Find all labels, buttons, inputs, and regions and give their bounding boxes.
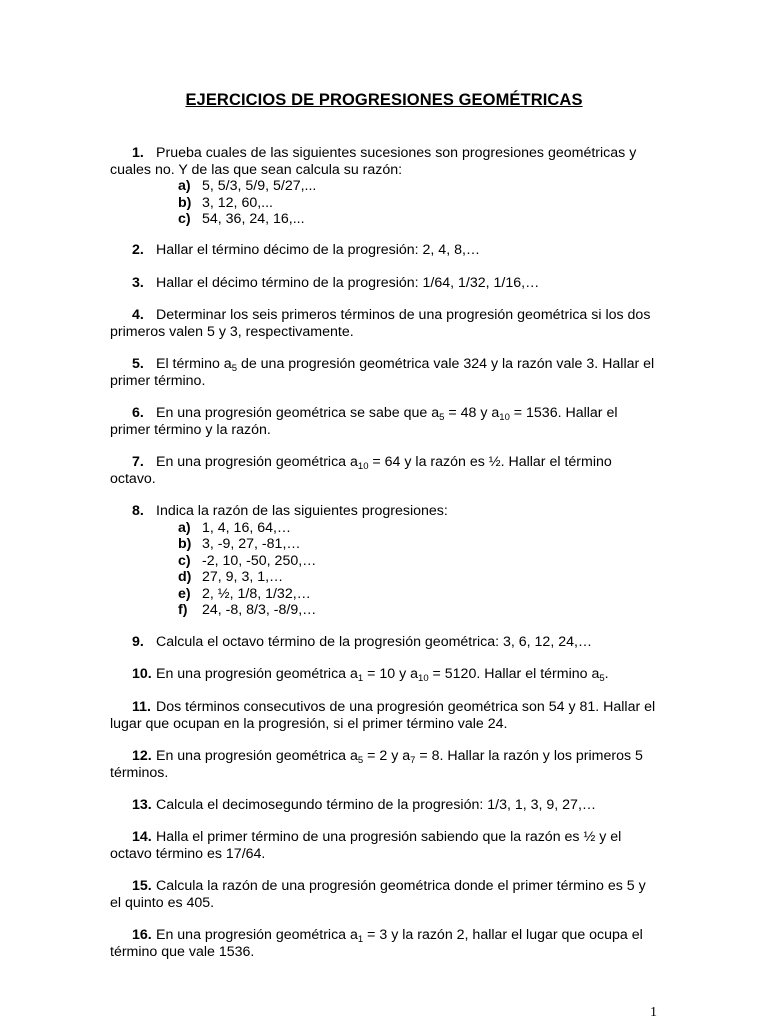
- subscript: 10: [357, 461, 369, 472]
- exercise-1: [110, 145, 670, 228]
- list-item: [110, 178, 670, 195]
- item-text: 3, -9, 27, -81,…: [202, 536, 301, 552]
- item-label: f): [178, 602, 188, 618]
- list-item: [110, 195, 670, 212]
- exercise-text: En una progresión geométrica a: [156, 666, 358, 682]
- exercise-text: primeros valen 5 y 3, respectivamente.: [110, 323, 354, 340]
- exercise-12: [110, 748, 670, 781]
- item-label: a): [178, 519, 191, 536]
- exercise-text: = 64 y la razón es ½. Hallar el término: [368, 454, 612, 470]
- exercise-16: [110, 927, 670, 960]
- exercise-text: En una progresión geométrica a: [156, 748, 358, 764]
- subscript: 10: [499, 412, 510, 423]
- list-item: [110, 520, 670, 537]
- exercise-text: En una progresión geométrica a: [156, 454, 358, 470]
- item-label: c): [178, 552, 191, 569]
- list-item: [110, 569, 670, 586]
- exercise-text: término que vale 1536.: [110, 943, 255, 960]
- exercise-number: 6.: [132, 405, 144, 421]
- page-title: EJERCICIOS DE PROGRESIONES GEOMÉTRICAS: [185, 91, 583, 109]
- exercise-text: términos.: [110, 764, 169, 781]
- exercise-text: Prueba cuales de las siguientes sucesiones son progresiones geométricas y: [156, 145, 637, 161]
- exercise-text: = 1536. Hallar el: [509, 405, 618, 421]
- item-text: 54, 36, 24, 16,...: [202, 211, 305, 227]
- exercise-5: [110, 356, 670, 389]
- exercise-text: = 10 y a: [363, 666, 419, 682]
- exercise-10: [110, 666, 670, 683]
- exercise-6: [110, 405, 670, 438]
- exercise-text: el quinto es 405.: [110, 894, 215, 911]
- list-item: [110, 211, 670, 228]
- exercise-8: [110, 503, 670, 619]
- exercise-15: [110, 878, 670, 911]
- item-text: 3, 12, 60,...: [202, 194, 273, 211]
- exercise-13: [110, 797, 670, 814]
- list-item: [110, 536, 670, 553]
- list-item: [110, 553, 670, 570]
- exercise-11: [110, 699, 670, 732]
- exercise-number: 10.: [132, 666, 152, 682]
- exercise-text: = 8. Hallar la razón y los primeros 5: [415, 748, 643, 764]
- subscript: 1: [357, 673, 364, 684]
- subscript: 7: [410, 755, 416, 766]
- item-text: 1, 4, 16, 64,…: [202, 519, 292, 536]
- exercise-text: octavo término es 17/64.: [110, 845, 266, 862]
- item-text: 27, 9, 3, 1,…: [202, 569, 284, 585]
- exercise-text: .: [604, 666, 609, 682]
- exercise-3: [110, 275, 670, 292]
- exercise-text: El término a: [156, 356, 232, 372]
- subscript: 10: [418, 673, 429, 684]
- exercise-text: = 48 y a: [444, 405, 500, 421]
- exercise-2: [110, 242, 670, 259]
- item-label: c): [178, 211, 191, 227]
- exercise-text: Calcula la razón de una progresión geométrica donde el primer término es 5 y: [156, 878, 646, 894]
- item-text: -2, 10, -50, 250,…: [202, 552, 317, 569]
- exercise-text: primer término y la razón.: [110, 421, 271, 438]
- list-item: [110, 602, 670, 619]
- exercise-text: Indica la razón de las siguientes progresiones:: [156, 503, 448, 519]
- exercise-number: 8.: [132, 503, 144, 519]
- exercise-text: Calcula el octavo término de la progresión geométrica: 3, 6, 12, 24,…: [156, 634, 593, 650]
- exercise-number: 7.: [132, 454, 144, 470]
- exercise-number: 1.: [132, 145, 144, 161]
- exercise-number: 4.: [132, 307, 144, 323]
- exercise-14: [110, 829, 670, 862]
- exercise-9: [110, 634, 670, 651]
- item-label: a): [178, 178, 191, 194]
- exercise-7: [110, 454, 670, 487]
- item-label: e): [178, 585, 191, 602]
- item-text: 5, 5/3, 5/9, 5/27,...: [202, 178, 317, 194]
- item-text: 24, -8, 8/3, -8/9,…: [202, 602, 317, 618]
- page-number: 1: [650, 1005, 657, 1020]
- exercise-number: 5.: [132, 356, 144, 372]
- exercise-text: Dos términos consecutivos de una progresión geométrica son 54 y 81. Hallar el: [156, 699, 656, 715]
- exercise-text: de una progresión geométrica vale 324 y la razón vale 3. Hallar el: [237, 356, 655, 372]
- exercise-text: = 5120. Hallar el término a: [428, 666, 600, 682]
- exercise-text: cuales no. Y de las que sean calcula su razón:: [110, 161, 403, 178]
- exercise-text: octavo.: [110, 470, 156, 487]
- exercise-text: En una progresión geométrica se sabe que a: [156, 405, 440, 421]
- list-item: [110, 586, 670, 603]
- subscript: 5: [439, 412, 445, 423]
- exercise-4: [110, 307, 670, 340]
- item-label: b): [178, 194, 192, 211]
- exercise-text: Calcula el decimosegundo término de la progresión: 1/3, 1, 3, 9, 27,…: [156, 797, 597, 813]
- item-label: b): [178, 536, 192, 552]
- exercise-text: lugar que ocupan en la progresión, si el primer término vale 24.: [110, 715, 508, 732]
- exercise-text: Halla el primer término de una progresión sabiendo que la razón es ½ y el: [156, 829, 622, 845]
- subscript: 5: [357, 755, 364, 766]
- exercise-text: = 2 y a: [363, 748, 411, 764]
- exercise-text: = 3 y la razón 2, hallar el lugar que ocupa el: [363, 927, 643, 943]
- exercise-number: 12.: [132, 748, 152, 764]
- exercise-number: 2.: [132, 242, 144, 258]
- exercise-number: 11.: [132, 699, 151, 715]
- subscript: 5: [231, 363, 237, 374]
- exercise-number: 13.: [132, 797, 152, 813]
- subscript: 5: [599, 673, 605, 684]
- exercise-number: 3.: [132, 275, 144, 291]
- exercise-number: 16.: [132, 927, 152, 943]
- exercise-number: 15.: [132, 878, 152, 894]
- subscript: 1: [357, 934, 364, 945]
- item-text: 2, ½, 1/8, 1/32,…: [202, 585, 311, 602]
- exercise-text: Hallar el décimo término de la progresión: 1/64, 1/32, 1/16,…: [156, 275, 540, 291]
- exercise-number: 14.: [132, 829, 152, 845]
- item-label: d): [178, 569, 192, 585]
- exercise-number: 9.: [132, 634, 144, 650]
- exercise-text: primer término.: [110, 372, 206, 389]
- exercise-text: Hallar el término décimo de la progresión: 2, 4, 8,…: [156, 242, 481, 258]
- exercise-text: Determinar los seis primeros términos de una progresión geométrica si los dos: [156, 307, 651, 323]
- exercise-text: En una progresión geométrica a: [156, 927, 358, 943]
